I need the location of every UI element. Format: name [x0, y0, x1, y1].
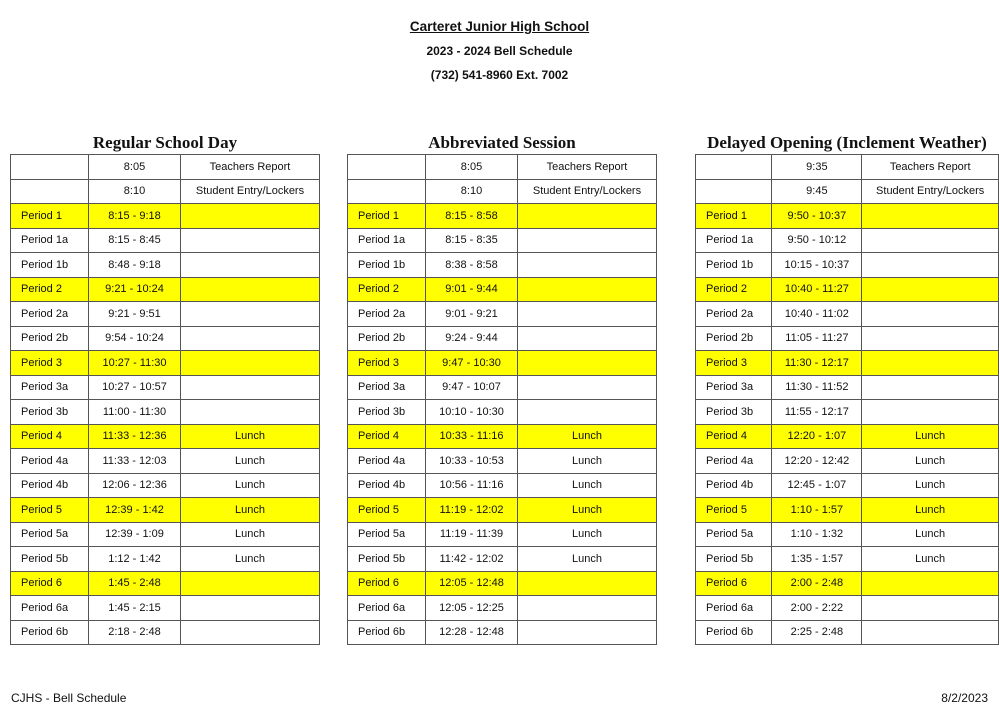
time-cell: 1:10 - 1:57: [772, 498, 862, 523]
note-cell: Lunch: [518, 547, 657, 572]
period-cell: Period 4a: [11, 449, 89, 474]
time-cell: 8:10: [89, 179, 181, 204]
note-cell: [181, 326, 320, 351]
table-row: [696, 253, 999, 278]
table-row: [348, 179, 657, 204]
table-row: [11, 449, 320, 474]
note-cell: Student Entry/Lockers: [862, 179, 999, 204]
table-row: [11, 277, 320, 302]
note-cell: [862, 326, 999, 351]
note-cell: [181, 620, 320, 645]
note-cell: [181, 375, 320, 400]
section-title: Abbreviated Session: [428, 133, 576, 152]
time-cell: 11:33 - 12:03: [89, 449, 181, 474]
table-row: [696, 326, 999, 351]
time-cell: 12:28 - 12:48: [426, 620, 518, 645]
table-row: [348, 155, 657, 180]
table-row: [348, 351, 657, 376]
section-abbreviated: [347, 131, 657, 645]
period-cell: Period 5: [348, 498, 426, 523]
time-cell: 11:33 - 12:36: [89, 424, 181, 449]
section-regular: [10, 131, 320, 645]
note-cell: Lunch: [181, 449, 320, 474]
time-cell: 9:47 - 10:30: [426, 351, 518, 376]
table-row: [696, 571, 999, 596]
time-cell: 12:05 - 12:25: [426, 596, 518, 621]
time-cell: 10:56 - 11:16: [426, 473, 518, 498]
table-row: [11, 473, 320, 498]
table-row: [11, 326, 320, 351]
footer-doc-name: CJHS - Bell Schedule: [11, 691, 127, 705]
period-cell: Period 3a: [348, 375, 426, 400]
table-row: [11, 522, 320, 547]
note-cell: Lunch: [181, 522, 320, 547]
time-cell: 10:10 - 10:30: [426, 400, 518, 425]
schedule-table: [10, 154, 320, 645]
table-row: [696, 204, 999, 229]
table-row: [11, 179, 320, 204]
footer-date: 8/2/2023: [941, 691, 988, 705]
note-cell: Student Entry/Lockers: [181, 179, 320, 204]
period-cell: Period 2: [696, 277, 772, 302]
note-cell: Lunch: [518, 473, 657, 498]
period-cell: Period 1: [696, 204, 772, 229]
note-cell: Teachers Report: [181, 155, 320, 180]
time-cell: 12:05 - 12:48: [426, 571, 518, 596]
phone-number: (732) 541-8960 Ext. 7002: [430, 68, 569, 82]
schedule-table: [347, 154, 657, 645]
time-cell: 12:20 - 1:07: [772, 424, 862, 449]
time-cell: 8:05: [426, 155, 518, 180]
period-cell: Period 4: [11, 424, 89, 449]
period-cell: Period 6: [11, 571, 89, 596]
period-cell: Period 5: [696, 498, 772, 523]
note-cell: [181, 596, 320, 621]
note-cell: [181, 277, 320, 302]
table-row: [696, 302, 999, 327]
note-cell: [862, 253, 999, 278]
time-cell: 9:45: [772, 179, 862, 204]
period-cell: Period 4b: [696, 473, 772, 498]
note-cell: [181, 400, 320, 425]
table-row: [696, 596, 999, 621]
time-cell: 9:50 - 10:12: [772, 228, 862, 253]
table-row: [11, 596, 320, 621]
note-cell: [862, 351, 999, 376]
note-cell: Lunch: [862, 424, 999, 449]
section-title: Regular School Day: [92, 133, 238, 152]
period-cell: Period 2: [348, 277, 426, 302]
time-cell: 9:47 - 10:07: [426, 375, 518, 400]
period-cell: Period 6b: [696, 620, 772, 645]
note-cell: [518, 351, 657, 376]
period-cell: Period 3b: [696, 400, 772, 425]
time-cell: 12:39 - 1:42: [89, 498, 181, 523]
period-cell: Period 6b: [348, 620, 426, 645]
time-cell: 10:27 - 10:57: [89, 375, 181, 400]
time-cell: 11:19 - 12:02: [426, 498, 518, 523]
note-cell: [862, 277, 999, 302]
note-cell: Lunch: [518, 498, 657, 523]
period-cell: Period 1: [11, 204, 89, 229]
note-cell: Lunch: [862, 522, 999, 547]
note-cell: [518, 277, 657, 302]
period-cell: Period 6a: [348, 596, 426, 621]
table-row: [348, 277, 657, 302]
note-cell: [862, 620, 999, 645]
note-cell: Lunch: [862, 473, 999, 498]
time-cell: 8:15 - 8:45: [89, 228, 181, 253]
table-row: [11, 547, 320, 572]
period-cell: Period 6a: [11, 596, 89, 621]
table-row: [696, 547, 999, 572]
period-cell: Period 5b: [348, 547, 426, 572]
time-cell: 9:01 - 9:44: [426, 277, 518, 302]
period-cell: Period 2b: [11, 326, 89, 351]
time-cell: 8:05: [89, 155, 181, 180]
time-cell: 11:55 - 12:17: [772, 400, 862, 425]
period-cell: Period 1a: [348, 228, 426, 253]
note-cell: [862, 204, 999, 229]
note-cell: [181, 351, 320, 376]
time-cell: 11:05 - 11:27: [772, 326, 862, 351]
time-cell: 1:45 - 2:48: [89, 571, 181, 596]
table-row: [348, 620, 657, 645]
table-row: [348, 375, 657, 400]
time-cell: 12:45 - 1:07: [772, 473, 862, 498]
time-cell: 1:45 - 2:15: [89, 596, 181, 621]
table-row: [348, 571, 657, 596]
note-cell: [181, 204, 320, 229]
period-cell: [696, 179, 772, 204]
period-cell: Period 4: [696, 424, 772, 449]
table-row: [348, 473, 657, 498]
table-row: [696, 179, 999, 204]
note-cell: [862, 228, 999, 253]
note-cell: [862, 302, 999, 327]
table-row: [348, 522, 657, 547]
table-row: [348, 596, 657, 621]
time-cell: 8:15 - 9:18: [89, 204, 181, 229]
time-cell: 9:21 - 9:51: [89, 302, 181, 327]
table-row: [696, 375, 999, 400]
table-row: [11, 204, 320, 229]
table-row: [11, 375, 320, 400]
period-cell: Period 6b: [11, 620, 89, 645]
note-cell: [181, 228, 320, 253]
note-cell: [862, 596, 999, 621]
table-row: [11, 424, 320, 449]
period-cell: Period 4a: [348, 449, 426, 474]
period-cell: Period 2a: [11, 302, 89, 327]
table-row: [11, 620, 320, 645]
time-cell: 2:00 - 2:22: [772, 596, 862, 621]
time-cell: 8:10: [426, 179, 518, 204]
table-row: [696, 155, 999, 180]
period-cell: Period 5a: [696, 522, 772, 547]
table-row: [348, 253, 657, 278]
table-row: [11, 400, 320, 425]
time-cell: 9:50 - 10:37: [772, 204, 862, 229]
note-cell: [518, 326, 657, 351]
note-cell: Lunch: [181, 547, 320, 572]
note-cell: [518, 253, 657, 278]
period-cell: Period 6: [696, 571, 772, 596]
note-cell: [181, 253, 320, 278]
table-row: [11, 228, 320, 253]
note-cell: [518, 375, 657, 400]
period-cell: Period 6a: [696, 596, 772, 621]
period-cell: Period 2b: [348, 326, 426, 351]
note-cell: [518, 302, 657, 327]
note-cell: Teachers Report: [518, 155, 657, 180]
time-cell: 2:18 - 2:48: [89, 620, 181, 645]
time-cell: 9:01 - 9:21: [426, 302, 518, 327]
period-cell: Period 5b: [696, 547, 772, 572]
period-cell: Period 3: [348, 351, 426, 376]
time-cell: 10:15 - 10:37: [772, 253, 862, 278]
table-row: [348, 547, 657, 572]
time-cell: 11:30 - 12:17: [772, 351, 862, 376]
schedule-table: [695, 154, 999, 645]
table-row: [696, 522, 999, 547]
table-row: [696, 228, 999, 253]
period-cell: [696, 155, 772, 180]
period-cell: Period 2a: [348, 302, 426, 327]
time-cell: 11:19 - 11:39: [426, 522, 518, 547]
period-cell: Period 5a: [11, 522, 89, 547]
period-cell: [11, 179, 89, 204]
note-cell: Student Entry/Lockers: [518, 179, 657, 204]
period-cell: Period 2: [11, 277, 89, 302]
note-cell: Lunch: [518, 522, 657, 547]
period-cell: Period 2a: [696, 302, 772, 327]
table-row: [348, 204, 657, 229]
time-cell: 11:00 - 11:30: [89, 400, 181, 425]
table-row: [11, 571, 320, 596]
table-row: [11, 155, 320, 180]
period-cell: Period 4b: [348, 473, 426, 498]
note-cell: [518, 228, 657, 253]
table-row: [11, 253, 320, 278]
period-cell: Period 3: [696, 351, 772, 376]
table-row: [11, 302, 320, 327]
period-cell: Period 2b: [696, 326, 772, 351]
note-cell: Lunch: [862, 547, 999, 572]
time-cell: 10:27 - 11:30: [89, 351, 181, 376]
period-cell: Period 3a: [11, 375, 89, 400]
period-cell: Period 5: [11, 498, 89, 523]
period-cell: Period 1b: [348, 253, 426, 278]
period-cell: Period 1: [348, 204, 426, 229]
period-cell: Period 1b: [696, 253, 772, 278]
table-row: [348, 498, 657, 523]
table-row: [696, 277, 999, 302]
time-cell: 1:12 - 1:42: [89, 547, 181, 572]
period-cell: [348, 155, 426, 180]
note-cell: Lunch: [862, 449, 999, 474]
time-cell: 12:06 - 12:36: [89, 473, 181, 498]
time-cell: 12:20 - 12:42: [772, 449, 862, 474]
table-row: [696, 424, 999, 449]
time-cell: 11:42 - 12:02: [426, 547, 518, 572]
period-cell: [348, 179, 426, 204]
note-cell: [862, 400, 999, 425]
period-cell: Period 3b: [11, 400, 89, 425]
period-cell: Period 3a: [696, 375, 772, 400]
period-cell: Period 3b: [348, 400, 426, 425]
period-cell: Period 1b: [11, 253, 89, 278]
table-row: [348, 449, 657, 474]
period-cell: Period 4a: [696, 449, 772, 474]
note-cell: Lunch: [181, 498, 320, 523]
table-row: [696, 449, 999, 474]
period-cell: Period 6: [348, 571, 426, 596]
period-cell: Period 3: [11, 351, 89, 376]
time-cell: 12:39 - 1:09: [89, 522, 181, 547]
note-cell: Lunch: [181, 424, 320, 449]
table-row: [696, 498, 999, 523]
school-name: Carteret Junior High School: [409, 19, 590, 34]
period-cell: Period 5a: [348, 522, 426, 547]
time-cell: 9:54 - 10:24: [89, 326, 181, 351]
note-cell: Lunch: [181, 473, 320, 498]
period-cell: Period 4b: [11, 473, 89, 498]
note-cell: Lunch: [518, 449, 657, 474]
table-row: [11, 351, 320, 376]
period-cell: Period 1a: [11, 228, 89, 253]
schedule-year: 2023 - 2024 Bell Schedule: [426, 44, 573, 58]
section-title: Delayed Opening (Inclement Weather): [707, 133, 987, 152]
time-cell: 8:48 - 9:18: [89, 253, 181, 278]
time-cell: 8:38 - 8:58: [426, 253, 518, 278]
table-row: [696, 473, 999, 498]
section-delayed: [695, 131, 999, 645]
note-cell: [518, 596, 657, 621]
table-row: [11, 498, 320, 523]
note-cell: [518, 400, 657, 425]
time-cell: 2:00 - 2:48: [772, 571, 862, 596]
period-cell: Period 4: [348, 424, 426, 449]
time-cell: 1:35 - 1:57: [772, 547, 862, 572]
table-row: [348, 400, 657, 425]
note-cell: Lunch: [862, 498, 999, 523]
note-cell: [862, 375, 999, 400]
time-cell: 10:33 - 11:16: [426, 424, 518, 449]
note-cell: [518, 204, 657, 229]
time-cell: 9:21 - 10:24: [89, 277, 181, 302]
time-cell: 8:15 - 8:58: [426, 204, 518, 229]
period-cell: Period 5b: [11, 547, 89, 572]
time-cell: 8:15 - 8:35: [426, 228, 518, 253]
period-cell: Period 1a: [696, 228, 772, 253]
note-cell: [862, 571, 999, 596]
note-cell: [181, 302, 320, 327]
table-row: [348, 326, 657, 351]
time-cell: 2:25 - 2:48: [772, 620, 862, 645]
note-cell: [518, 620, 657, 645]
table-row: [348, 228, 657, 253]
period-cell: [11, 155, 89, 180]
time-cell: 10:40 - 11:27: [772, 277, 862, 302]
note-cell: [518, 571, 657, 596]
time-cell: 1:10 - 1:32: [772, 522, 862, 547]
table-row: [696, 620, 999, 645]
time-cell: 10:33 - 10:53: [426, 449, 518, 474]
time-cell: 9:24 - 9:44: [426, 326, 518, 351]
time-cell: 10:40 - 11:02: [772, 302, 862, 327]
table-row: [348, 302, 657, 327]
note-cell: Lunch: [518, 424, 657, 449]
note-cell: [181, 571, 320, 596]
time-cell: 11:30 - 11:52: [772, 375, 862, 400]
table-row: [348, 424, 657, 449]
time-cell: 9:35: [772, 155, 862, 180]
note-cell: Teachers Report: [862, 155, 999, 180]
table-row: [696, 400, 999, 425]
table-row: [696, 351, 999, 376]
